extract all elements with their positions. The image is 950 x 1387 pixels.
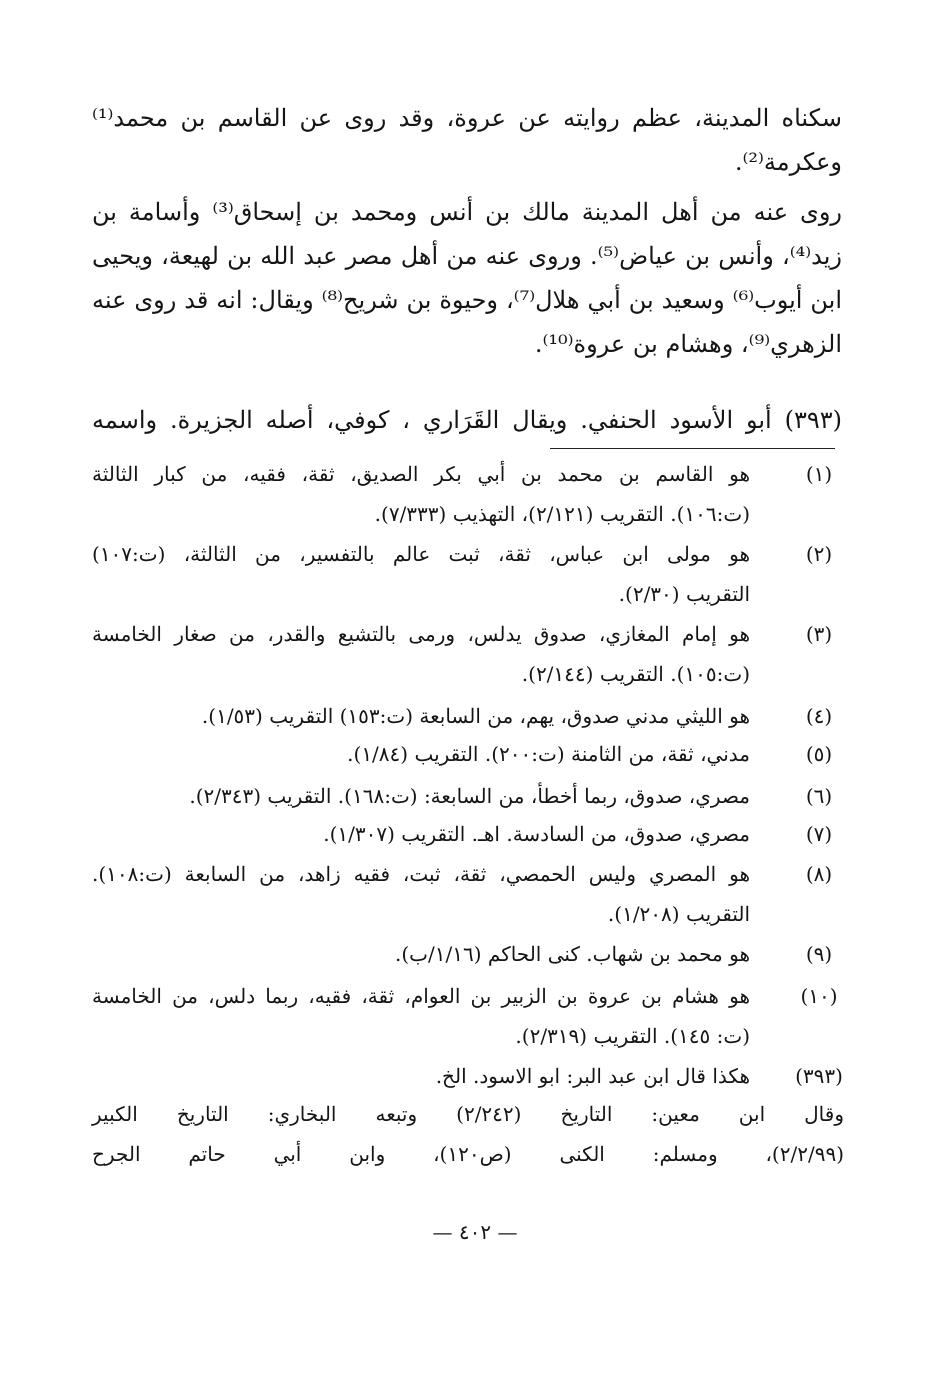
text-line: الزهري⁽⁹⁾، وهشام بن عروة⁽¹⁰⁾. xyxy=(534,330,842,358)
footnote-line: (ت:١٠٥). التقريب (٢/١٤٤). xyxy=(521,662,750,686)
text-line: ابن أيوب⁽⁶⁾ وسعيد بن أبي هلال⁽⁷⁾، وحيوة بن شريح⁽⁸⁾ ويقال: انه قد روى عنه xyxy=(92,286,843,314)
footnote-line: مصري، صدوق، من السادسة. اهـ. التقريب (١/٣٠٧). xyxy=(323,822,750,846)
footnote-number: (٥) xyxy=(805,742,833,766)
footnote-number: (٩) xyxy=(805,942,833,966)
footnote-line: هو إمام المغازي، صدوق يدلس، ورمى بالتشيع والقدر، من صغار الخامسة xyxy=(92,622,750,646)
entry-393-heading xyxy=(92,398,842,442)
footnote-line: التقريب (٢/٣٠). xyxy=(618,582,750,606)
text-line: (٣٩٣) أبو الأسود الحنفي. ويقال القَرَاري ، كوفي، أصله الجزيرة. واسمه xyxy=(92,406,842,434)
text-line: زيد⁽⁴⁾، وأنس بن عياض⁽⁵⁾. وروى عنه من أهل مصر عبد الله بن لهيعة، ويحيى xyxy=(92,242,843,270)
footnote-number: (٦) xyxy=(805,784,833,808)
footnote-number: (٢) xyxy=(805,542,833,566)
footnote-number: (٨) xyxy=(805,862,833,886)
footnote-line: هو محمد بن شهاب. كنى الحاكم (١/١٦/ب). xyxy=(395,942,750,966)
paragraph-narrators xyxy=(92,190,842,366)
text-line: وعكرمة⁽²⁾. xyxy=(734,148,842,176)
footnote-line: مدني، ثقة، من الثامنة (ت:٢٠٠). التقريب (١/٨٤). xyxy=(347,742,750,766)
footnote-line: وقال ابن معين: التاريخ (٢/٢٤٢) وتبعه البخاري: التاريخ الكبير xyxy=(92,1102,844,1126)
footnote-separator xyxy=(550,448,835,449)
text-line: روى عنه من أهل المدينة مالك بن أنس ومحمد بن إسحاق⁽³⁾ وأسامة بن xyxy=(92,198,842,226)
footnote-line: (٢/٢/٩٩)، ومسلم: الكنى (ص١٢٠)، وابن أبي حاتم الجرح xyxy=(92,1142,844,1166)
footnote-line: هكذا قال ابن عبد البر: ابو الاسود. الخ. xyxy=(435,1064,750,1088)
footnote-line: هو القاسم بن محمد بن أبي بكر الصديق، ثقة، فقيه، من كبار الثالثة xyxy=(92,462,750,486)
footnote-line: (ت:١٠٦). التقريب (٢/١٢١)، التهذيب (٧/٣٣٣). xyxy=(374,502,750,526)
footnote-number: (٤) xyxy=(805,704,833,728)
footnote-number: (١) xyxy=(805,462,833,486)
footnote-line: هو الليثي مدني صدوق، يهم، من السابعة (ت:١٥٣) التقريب (١/٥٣). xyxy=(201,704,750,728)
page-number: — ٤٠٢ — xyxy=(432,1220,518,1244)
footnote-number: (٣) xyxy=(805,622,833,646)
footnote-number: (١٠) xyxy=(800,984,838,1008)
footnote-line: مصري، صدوق، ربما أخطأ، من السابعة: (ت:١٦٨). التقريب (٢/٣٤٣). xyxy=(189,784,750,808)
footnote-number: (٣٩٣) xyxy=(795,1064,843,1088)
footnote-line: هو مولى ابن عباس، ثقة، ثبت عالم بالتفسير، من الثالثة، (ت:١٠٧) xyxy=(92,542,750,566)
footnote-line: هو هشام بن عروة بن الزبير بن العوام، ثقة، فقيه، ربما دلس، من الخامسة xyxy=(92,984,750,1008)
paragraph-intro xyxy=(92,96,842,184)
footnote-line: التقريب (١/٢٠٨). xyxy=(607,902,750,926)
footnote-line: (ت: ١٤٥). التقريب (٢/٣١٩). xyxy=(515,1024,750,1048)
footnote-line: هو المصري وليس الحمصي، ثقة، ثبت، فقيه زاهد، من السابعة (ت:١٠٨). xyxy=(92,862,750,886)
text-line: سكناه المدينة، عظم روايته عن عروة، وقد روى عن القاسم بن محمد⁽¹⁾ xyxy=(92,104,842,132)
footnote-number: (٧) xyxy=(805,822,833,846)
